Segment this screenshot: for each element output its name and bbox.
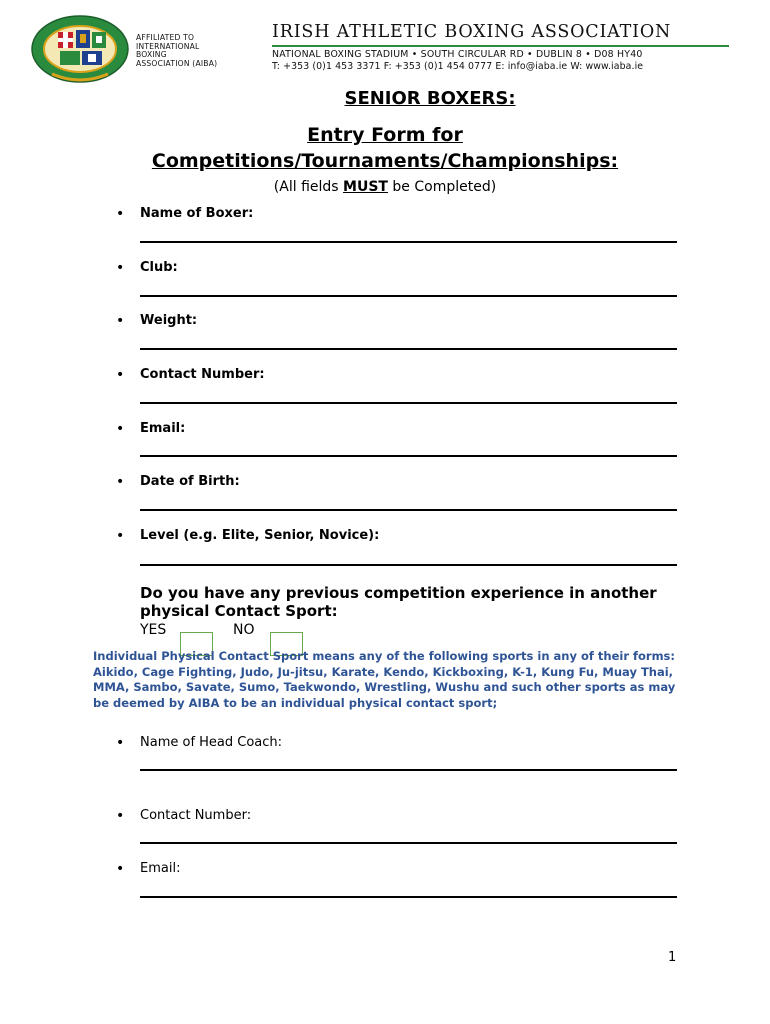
- page-number: 1: [668, 950, 677, 965]
- date-of-birth-line[interactable]: [140, 509, 677, 511]
- organization-address: NATIONAL BOXING STADIUM • SOUTH CIRCULAR RD • DUBLIN 8 • D08 HY40: [272, 49, 643, 60]
- bullet-icon: •: [116, 206, 125, 222]
- field-label: Weight:: [140, 313, 198, 328]
- field-label: Level (e.g. Elite, Senior, Novice):: [140, 528, 380, 543]
- affiliation-line: AFFILIATED TO: [136, 33, 195, 42]
- contact-sport-definition: Individual Physical Contact Sport means any of the following sports in any of their forms: Aikido, Cage Fighting, Judo, Ju-jitsu, Karate, Kendo, Kickboxing, K-1, Kung Fu, Muay Thai, MMA, Sambo, Savate, Sumo, Taekwondo, Wrestling, Wushu and such other sports as may be deemed by AIBA to be an individual physical contact sport;: [93, 649, 676, 710]
- bullet-icon: •: [116, 313, 125, 329]
- bullet-icon: •: [116, 528, 125, 544]
- weight-line[interactable]: [140, 348, 677, 350]
- yes-label: YES: [140, 622, 167, 638]
- form-title: SENIOR BOXERS:: [344, 88, 516, 109]
- header-divider: [272, 45, 729, 47]
- level-line[interactable]: [140, 564, 677, 566]
- head-coach-name-line[interactable]: [140, 769, 677, 771]
- organization-contact: T: +353 (0)1 453 3371 F: +353 (0)1 454 0777 E: info@iaba.ie W: www.iaba.ie: [272, 61, 644, 72]
- club-line[interactable]: [140, 295, 677, 297]
- contact-number-line[interactable]: [140, 402, 677, 404]
- affiliation-line: BOXING: [136, 50, 167, 60]
- affiliation-line: ASSOCIATION (AIBA): [136, 58, 218, 68]
- bullet-icon: •: [116, 421, 125, 437]
- bullet-icon: •: [116, 808, 125, 824]
- contact-sport-question: Do you have any previous competition experience in another physical Contact Sport:: [140, 584, 657, 620]
- bullet-icon: •: [116, 367, 125, 383]
- bullet-icon: •: [116, 260, 125, 276]
- organization-name: IRISH ATHLETIC BOXING ASSOCIATION: [272, 22, 672, 42]
- required-note-before: (All fields: [273, 179, 344, 195]
- form-subtitle-line1: Entry Form for: [307, 124, 463, 146]
- field-label: Contact Number:: [140, 367, 265, 382]
- field-label: Name of Boxer:: [140, 206, 254, 221]
- required-note: [0, 179, 770, 195]
- field-label: Email:: [140, 861, 181, 876]
- bullet-icon: •: [116, 474, 125, 490]
- field-label: Club:: [140, 260, 178, 275]
- email-line[interactable]: [140, 455, 677, 457]
- no-label: NO: [233, 622, 255, 638]
- required-note-emphasis: MUST: [343, 179, 388, 195]
- affiliation-text: [136, 34, 217, 68]
- name-of-boxer-line[interactable]: [140, 241, 677, 243]
- form-subtitle: [0, 122, 770, 174]
- affiliation-line: INTERNATIONAL: [136, 41, 200, 51]
- bullet-icon: •: [116, 861, 125, 877]
- coach-email-line[interactable]: [140, 896, 677, 898]
- iaba-crest-logo: [30, 14, 130, 84]
- field-label: Name of Head Coach:: [140, 735, 283, 750]
- field-label: Email:: [140, 421, 186, 436]
- coach-contact-number-line[interactable]: [140, 842, 677, 844]
- form-subtitle-line2: Competitions/Tournaments/Championships:: [151, 150, 619, 172]
- bullet-icon: •: [116, 735, 125, 751]
- required-note-after: be Completed): [387, 179, 497, 195]
- field-label: Contact Number:: [140, 808, 252, 823]
- field-label: Date of Birth:: [140, 474, 240, 489]
